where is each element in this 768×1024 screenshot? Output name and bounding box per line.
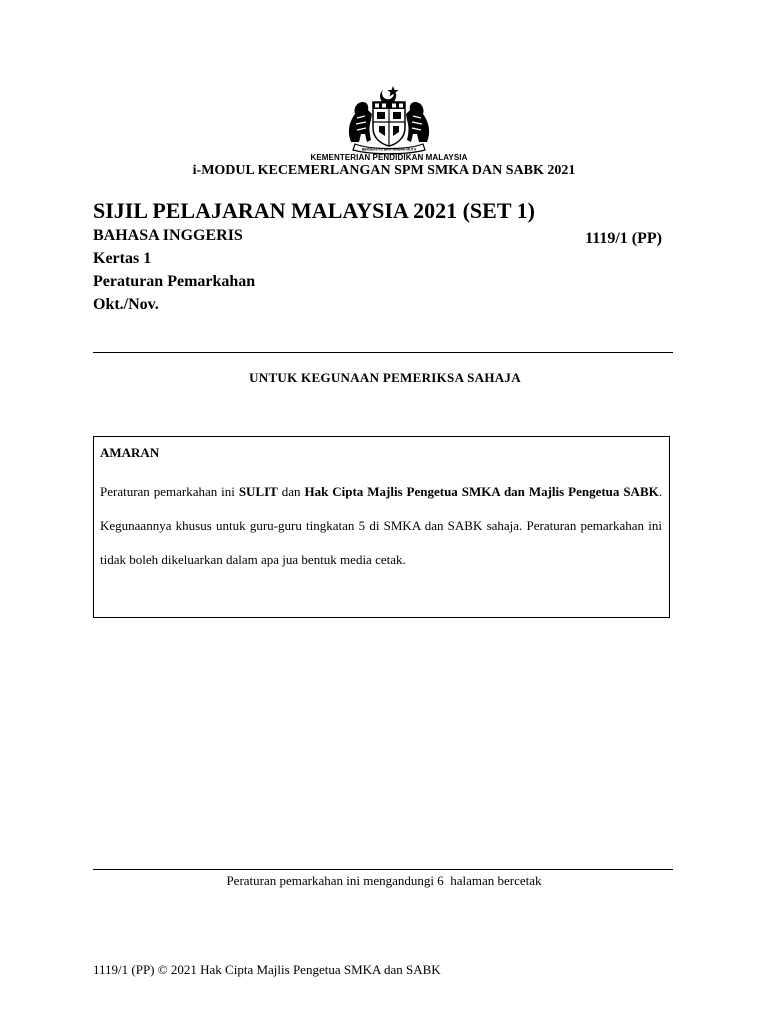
- document-type: Peraturan Pemarkahan: [93, 273, 256, 290]
- copyright-notice: 1119/1 (PP) © 2021 Hak Cipta Majlis Pengetua SMKA dan SABK: [93, 962, 441, 977]
- page-count-note: Peraturan pemarkahan ini mengandungi 6 halaman bercetak: [226, 873, 542, 888]
- crest-motto: BERSEKUTU BERTAMBAH MUTU: [361, 147, 417, 152]
- ministry-name: KEMENTERIAN PENDIDIKAN MALAYSIA: [310, 153, 468, 162]
- warning-box: [93, 436, 670, 618]
- paper-code: 1119/1 (PP): [585, 230, 662, 247]
- coat-of-arms-icon: [341, 84, 437, 156]
- warning-bold-copyright: Hak Cipta Majlis Pengetua SMKA dan Majlis Pengetua SABK: [304, 484, 659, 499]
- warning-text: [100, 475, 662, 577]
- exam-title: SIJIL PELAJARAN MALAYSIA 2021 (SET 1): [93, 198, 535, 223]
- exam-session: Okt./Nov.: [93, 296, 159, 313]
- divider: [93, 352, 673, 353]
- footer-divider: [93, 869, 673, 870]
- warning-text-part: . Kegunaannya khusus untuk guru-guru tingkatan 5 di SMKA dan SABK sahaja. Peraturan pemarkahan ini tidak boleh dikeluarkan dalam apa jua bentuk media cetak.: [100, 484, 662, 567]
- warning-title: AMARAN: [100, 445, 160, 460]
- subject-name: BAHASA INGGERIS: [93, 227, 243, 244]
- warning-text-part: dan: [277, 484, 305, 499]
- examiner-notice: UNTUK KEGUNAAN PEMERIKSA SAHAJA: [249, 370, 521, 385]
- module-title: i-MODUL KECEMERLANGAN SPM SMKA DAN SABK 2021: [192, 163, 576, 178]
- warning-bold-sulit: SULIT: [238, 484, 278, 499]
- paper-number: Kertas 1: [93, 250, 152, 267]
- warning-text-part: Peraturan pemarkahan ini: [100, 484, 239, 499]
